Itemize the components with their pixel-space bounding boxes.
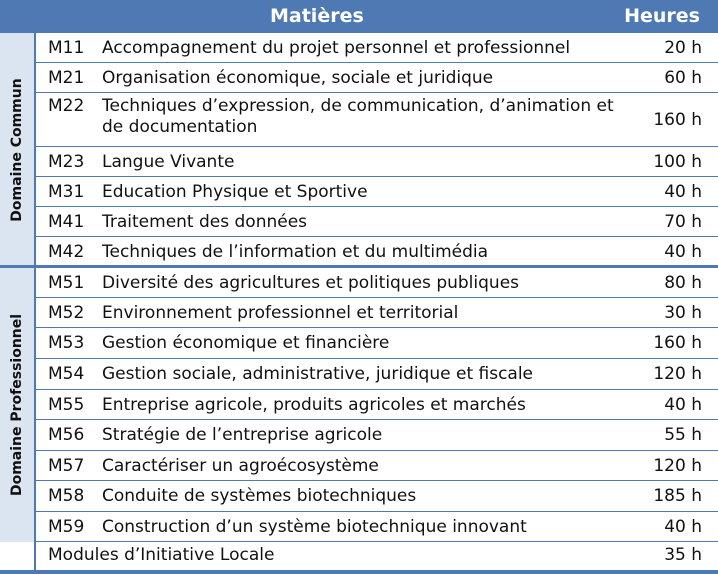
table-row (36, 390, 718, 420)
module-name: Accompagnement du projet personnel et professionnel (102, 38, 571, 58)
module-hours: 30 h (664, 303, 702, 323)
module-code: M31 (48, 182, 85, 202)
table-row (36, 207, 718, 237)
module-code: M23 (48, 152, 85, 172)
table-row (36, 268, 718, 298)
module-hours: 60 h (664, 68, 702, 88)
table-row (36, 147, 718, 177)
module-hours: 160 h (653, 333, 702, 353)
module-hours: 40 h (664, 242, 702, 262)
module-hours: 185 h (653, 486, 702, 506)
module-name: Environnement professionnel et territorial (102, 303, 459, 323)
table-row (36, 512, 718, 542)
module-name: Diversité des agricultures et politiques publiques (102, 273, 520, 293)
table-row (36, 328, 718, 359)
table-row (36, 359, 718, 390)
table-row-local (36, 542, 718, 570)
group-separator (0, 265, 718, 268)
module-code: M22 (48, 96, 85, 116)
module-hours: 100 h (653, 152, 702, 172)
group-label-professionnel-text: Domaine Professionnel (9, 313, 25, 497)
module-code: M21 (48, 68, 85, 88)
module-name: Techniques d’expression, de communication, d’animation et de documentation (102, 96, 614, 137)
module-code: M56 (48, 425, 85, 445)
module-name: Traitement des données (102, 212, 308, 232)
header-matieres: Matières (270, 5, 364, 27)
table-row (36, 63, 718, 93)
module-name: Conduite de systèmes biotechniques (102, 486, 417, 506)
table-row (36, 33, 718, 63)
group-label-commun-text: Domaine Commun (9, 77, 25, 222)
table-header (0, 0, 718, 33)
table-row (36, 177, 718, 207)
module-hours: 70 h (664, 212, 702, 232)
module-code: M51 (48, 273, 85, 293)
module-hours: 20 h (664, 38, 702, 58)
module-name: Entreprise agricole, produits agricoles et marchés (102, 395, 526, 415)
module-hours: 55 h (664, 425, 702, 445)
table-row (36, 298, 718, 328)
table-row (36, 420, 718, 451)
header-heures: Heures (624, 5, 700, 27)
module-code: M59 (48, 517, 85, 537)
module-hours: 80 h (664, 273, 702, 293)
table-bottom-border (0, 570, 718, 574)
group-label-commun (0, 33, 36, 266)
module-name: Caractériser un agroécosystème (102, 456, 379, 476)
module-hours: 40 h (664, 395, 702, 415)
module-name: Stratégie de l’entreprise agricole (102, 425, 383, 445)
module-code: M53 (48, 333, 85, 353)
module-hours: 120 h (653, 364, 702, 384)
module-hours: 160 h (653, 110, 702, 130)
module-hours: 40 h (664, 517, 702, 537)
local-module-hours: 35 h (664, 545, 702, 565)
module-code: M11 (48, 38, 85, 58)
table-row (36, 93, 718, 147)
module-code: M41 (48, 212, 85, 232)
module-code: M54 (48, 364, 85, 384)
group-label-professionnel (0, 266, 36, 544)
module-code: M57 (48, 456, 85, 476)
local-row-side (0, 542, 36, 570)
module-hours: 120 h (653, 456, 702, 476)
table-row (36, 481, 718, 512)
module-hours: 40 h (664, 182, 702, 202)
module-code: M42 (48, 242, 85, 262)
module-code: M55 (48, 395, 85, 415)
module-name: Organisation économique, sociale et juridique (102, 68, 494, 88)
table-row (36, 451, 718, 481)
module-code: M52 (48, 303, 85, 323)
module-name: Gestion sociale, administrative, juridique et fiscale (102, 364, 534, 384)
module-name: Gestion économique et financière (102, 333, 390, 353)
module-name: Construction d’un système biotechnique innovant (102, 517, 527, 537)
table-row (36, 237, 718, 267)
local-module-name: Modules d’Initiative Locale (48, 545, 275, 565)
module-name: Education Physique et Sportive (102, 182, 368, 202)
module-name: Techniques de l’information et du multimédia (102, 242, 489, 262)
module-name: Langue Vivante (102, 152, 235, 172)
module-code: M58 (48, 486, 85, 506)
